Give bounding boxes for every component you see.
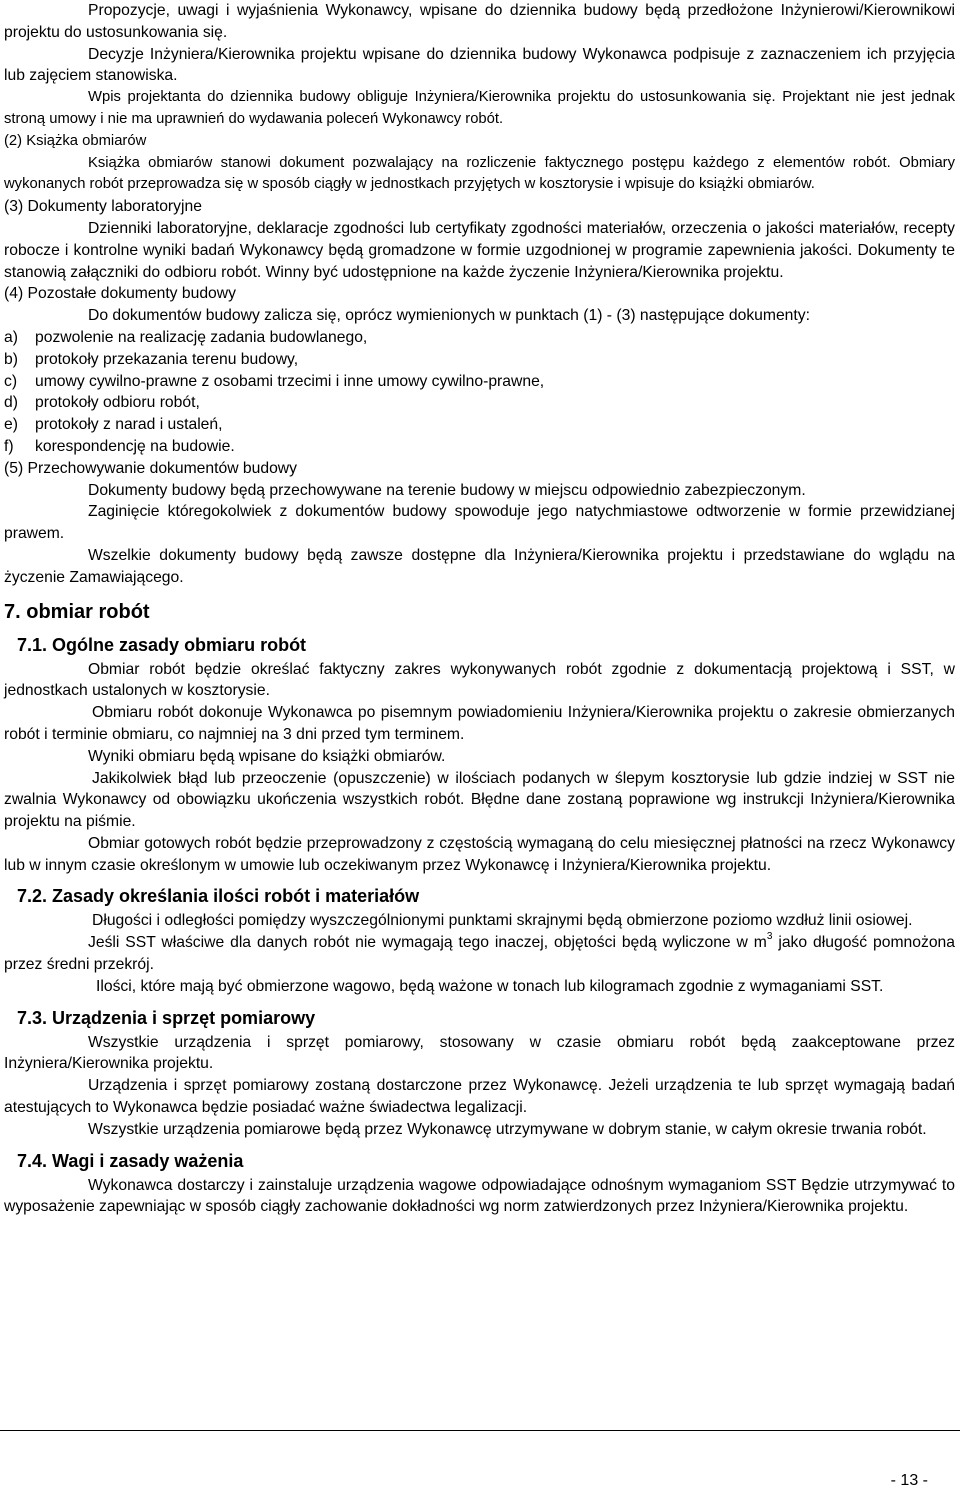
section-4-paragraph: Do dokumentów budowy zalicza się, oprócz wymienionych w punktach (1) - (3) następujące dokumenty: xyxy=(88,307,810,325)
section-7-1-paragraph-4: Jakikolwiek błąd lub przeoczenie (opuszczenie) w ilościach podanych w ślepym kosztorysie lub gdzie indziej w SST nie zwalnia Wykonawcy od obowiązku ukończenia wszystkich robót. Błędne dane zostaną poprawione wg instrukcji Inżyniera/Kierownika projektu na piśmie. xyxy=(4,769,955,831)
section-4-heading: (4) Pozostałe dokumenty budowy xyxy=(4,285,236,303)
section-7-2-paragraph-3: Ilości, które mają być obmierzone wagowo, będą ważone w tonach lub kilogramach zgodnie z wymaganiami SST. xyxy=(96,977,884,995)
list-item: e) protokoły z narad i ustaleń, xyxy=(4,416,223,434)
intro-paragraph-1: Propozycje, uwagi i wyjaśnienia Wykonawcy, wpisane do dziennika budowy będą przedłożone Inżynierowi/Kierownikowi projektu do ustosunkowania się. xyxy=(4,2,955,41)
section-7-1-paragraph-3: Wyniki obmiaru będą wpisane do książki obmiarów. xyxy=(88,747,446,765)
section-5-paragraph-1: Dokumenty budowy będą przechowywane na terenie budowy w miejscu odpowiednio zabezpieczonym. xyxy=(88,481,806,499)
section-7-1-paragraph-2: Obmiaru robót dokonuje Wykonawca po pisemnym powiadomieniu Inżyniera/Kierownika projektu o zakresie obmierzanych robót i terminie obmiaru, co najmniej na 3 dni przed tym terminem. xyxy=(4,704,955,743)
section-7-4-title: 7.4. Wagi i zasady ważenia xyxy=(17,1150,244,1171)
list-item: f) korespondencję na budowie. xyxy=(4,437,235,455)
section-7-4-paragraph-1: Wykonawca dostarczy i zainstaluje urządzenia wagowe odpowiadające odnośnym wymaganiom SST Będzie utrzymywać to wyposażenie zapewniając w sposób ciągły zachowanie dokładności wg norm zatwierdzonych przez Inżyniera/Kierownika projektu. xyxy=(4,1176,955,1216)
section-7-2-title: 7.2. Zasady określania ilości robót i materiałów xyxy=(17,886,420,907)
intro-paragraph-3: Wpis projektanta do dziennika budowy obliguje Inżyniera/Kierownika projektu do ustosunkowania się. Projektant nie jest jednak stroną umowy i nie ma uprawnień do wydawania poleceń Wykonawcy robót. xyxy=(4,89,955,127)
list-item: c) umowy cywilno-prawne z osobami trzecimi i inne umowy cywilno-prawne, xyxy=(4,372,545,390)
section-7-1-title: 7.1. Ogólne zasady obmiaru robót xyxy=(17,634,307,655)
section-7-1-paragraph-5: Obmiar gotowych robót będzie przeprowadzony z częstością wymaganą do celu miesięcznej płatności na rzecz Wykonawcy lub w innym czasie określonym w umowie lub oczekiwanym przez Wykonawcę i Inżyniera/Kierownika projektu. xyxy=(4,834,955,874)
section-7-2-paragraph-2: Jeśli SST właściwe dla danych robót nie wymagają tego inaczej, objętości będą wyliczone w $m^3$ jako długość pomnożona przez średni przekrój. xyxy=(4,931,955,974)
section-2-heading: (2) Książka obmiarów xyxy=(4,132,147,149)
section-7-3-paragraph-1: Wszystkie urządzenia i sprzęt pomiarowy, stosowany w czasie obmiaru robót będą zaakceptowane przez Inżyniera/Kierownika projektu. xyxy=(4,1033,955,1073)
list-item: a) pozwolenie na realizację zadania budowlanego, xyxy=(4,328,368,346)
section-5-paragraph-3: Wszelkie dokumenty budowy będą zawsze dostępne dla Inżyniera/Kierownika projektu i przedstawiane do wglądu na życzenie Zamawiającego. xyxy=(4,546,955,586)
section-3-paragraph: Dzienniki laboratoryjne, deklaracje zgodności lub certyfikaty zgodności materiałów, orzeczenia o jakości materiałów, recepty robocze i kontrolne wyniki badań Wykonawcy będą gromadzone w formie uzgodnionej w programie zapewnienia jakości. Dokumenty te stanowią załączniki do odbioru robót. Winny być udostępnione na każde życzenie Inżyniera/Kierownika projektu. xyxy=(4,219,955,281)
page-number: - 13 - xyxy=(890,1472,928,1489)
section-7-3-paragraph-3: Wszystkie urządzenia pomiarowe będą przez Wykonawcę utrzymywane w dobrym stanie, w całym okresie trwania robót. xyxy=(88,1120,927,1138)
intro-paragraph-2: Decyzje Inżyniera/Kierownika projektu wpisane do dziennika budowy Wykonawca podpisuje z zaznaczeniem ich przyjęcia lub zajęciem stanowiska. xyxy=(4,45,955,85)
section-2-paragraph: Książka obmiarów stanowi dokument pozwalający na rozliczenie faktycznego postępu każdego z elementów robót. Obmiary wykonanych robót przeprowadza się w sposób ciągły w jednostkach przyjętych w kosztorysie i wpisuje do książki obmiarów. xyxy=(4,154,955,193)
footer-divider xyxy=(0,1430,960,1431)
section-7-3-title: 7.3. Urządzenia i sprzęt pomiarowy xyxy=(17,1007,316,1028)
section-7-2-paragraph-1: Długości i odległości pomiędzy wyszczególnionymi punktami skrajnymi będą obmierzone poziomo wzdłuż linii osiowej. xyxy=(92,912,913,930)
documents-list xyxy=(4,327,955,458)
section-7-3-paragraph-2: Urządzenia i sprzęt pomiarowy zostaną dostarczone przez Wykonawcę. Jeżeli urządzenia te lub sprzęt wymagają badań atestujących to Wykonawca będzie posiadać ważne świadectwa legalizacji. xyxy=(4,1077,955,1117)
section-7-1-paragraph-1: Obmiar robót będzie określać faktyczny zakres wykonywanych robót zgodnie z dokumentacją projektową i SST, w jednostkach ustalonych w kosztorysie. xyxy=(4,660,955,700)
section-5-heading: (5) Przechowywanie dokumentów budowy xyxy=(4,459,297,477)
section-3-heading: (3) Dokumenty laboratoryjne xyxy=(4,198,202,216)
chapter-7-title: 7. obmiar robót xyxy=(4,600,150,623)
list-item: b) protokoły przekazania terenu budowy, xyxy=(4,350,299,368)
list-item: d) protokoły odbioru robót, xyxy=(4,394,200,412)
section-5-paragraph-2: Zaginięcie któregokolwiek z dokumentów budowy spowoduje jego natychmiastowe odtworzenie w formie przewidzianej prawem. xyxy=(4,503,955,543)
document-page xyxy=(4,0,955,1218)
